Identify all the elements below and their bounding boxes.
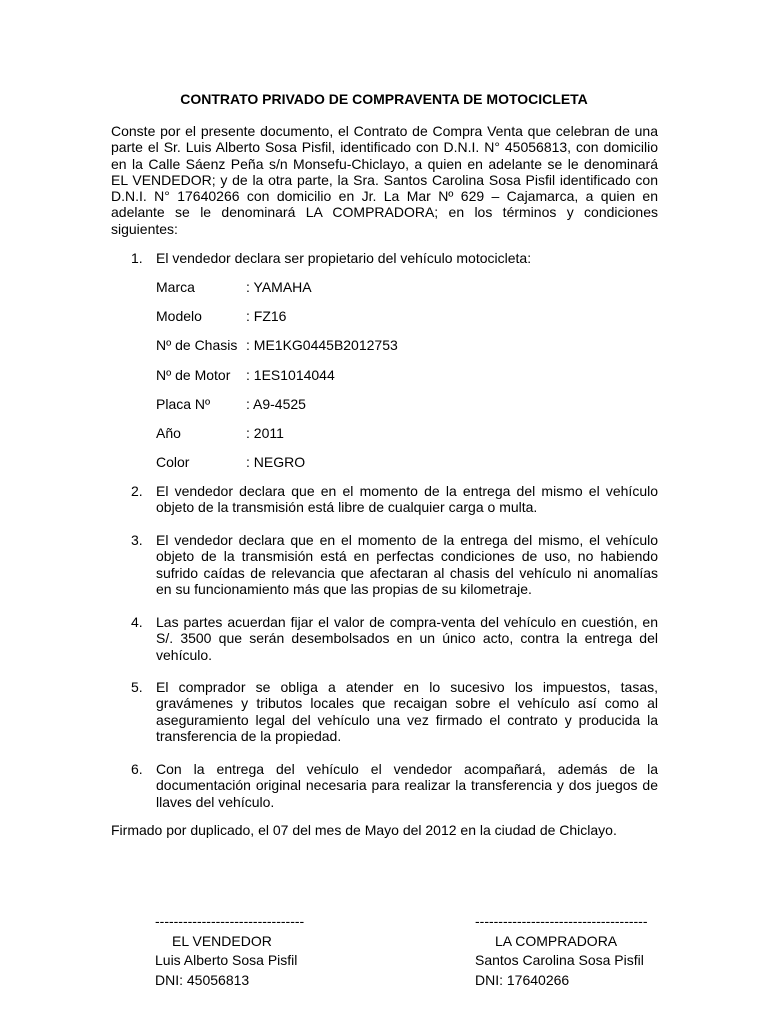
clause-4: [131, 614, 658, 663]
clause-1: [131, 250, 658, 266]
spec-row-anio: [156, 425, 284, 442]
clause-text: El vendedor declara ser propietario del vehículo motocicleta:: [156, 250, 532, 266]
clause-number: 3.: [131, 532, 143, 548]
spec-label: Placa Nº: [156, 396, 211, 412]
signer-name: Santos Carolina Sosa Pisfil: [475, 952, 644, 968]
spec-row-marca: [156, 279, 312, 296]
clause-text: Las partes acuerdan fijar el valor de compra-venta del vehículo en cuestión, en S/. 3500 que serán desembolsados en un único acto, contra la entrega del vehículo.: [156, 614, 658, 663]
spec-label: Nº de Chasis: [156, 337, 238, 353]
spec-value: : ME1KG0445B2012753: [246, 337, 398, 353]
signature-line: --------------------------------: [155, 913, 305, 929]
document-title: CONTRATO PRIVADO DE COMPRAVENTA DE MOTOCICLETA: [180, 91, 588, 107]
spec-label: Color: [156, 454, 190, 470]
clause-number: 5.: [131, 679, 143, 695]
clause-number: 6.: [131, 761, 143, 777]
spec-label: Marca: [156, 279, 195, 295]
signature-line: -------------------------------------: [475, 913, 648, 929]
spec-value: : A9-4525: [246, 396, 306, 412]
clause-6: [131, 761, 658, 810]
clause-2: [131, 483, 658, 516]
clause-number: 2.: [131, 483, 143, 499]
seller-signature-block: [155, 912, 304, 990]
spec-value: : FZ16: [246, 308, 287, 324]
signer-dni: DNI: 45056813: [155, 971, 250, 988]
signer-role: LA COMPRADORA: [495, 932, 618, 949]
clause-3: [131, 532, 658, 597]
spec-row-color: [156, 454, 305, 471]
closing-statement: Firmado por duplicado, el 07 del mes de Mayo del 2012 en la ciudad de Chiclayo.: [111, 822, 617, 838]
spec-row-placa: [156, 396, 306, 413]
signer-role: EL VENDEDOR: [172, 932, 272, 949]
spec-value: : 2011: [246, 425, 284, 441]
spec-value: : NEGRO: [246, 454, 306, 470]
spec-value: : 1ES1014044: [246, 367, 335, 383]
spec-label: Año: [156, 425, 181, 441]
spec-label: Nº de Motor: [156, 367, 231, 383]
spec-value: : YAMAHA: [246, 279, 312, 295]
intro-paragraph: Conste por el presente documento, el Contrato de Compra Venta que celebran de una parte el Sr. Luis Alberto Sosa Pisfil, identificado con D.N.I. N° 45056813, con domicilio en la Calle Sáenz Peña s/n Monsefu-Chiclayo, a quien en adelante se le denominará EL VENDEDOR; y de la otra parte, la Sra. Santos Carolina Sosa Pisfil identificado con D.N.I. N° 17640266 con domicilio en Jr. La Mar Nº 629 – Cajamarca, a quien en adelante se le denominará LA COMPRADORA; en los términos y condiciones siguientes:: [111, 123, 658, 237]
spec-row-chasis: [156, 337, 398, 354]
clause-text: El comprador se obliga a atender en lo sucesivo los impuestos, tasas, gravámenes y tributos locales que recaigan sobre el vehículo así como al aseguramiento legal del vehículo una vez firmado el contrato y producida la transferencia de la propiedad.: [156, 679, 658, 744]
signer-name: Luis Alberto Sosa Pisfil: [155, 952, 298, 968]
buyer-signature-block: [475, 912, 648, 990]
spec-row-motor: [156, 367, 335, 384]
spec-row-modelo: [156, 308, 286, 325]
clause-text: Con la entrega del vehículo el vendedor acompañará, además de la documentación original necesaria para realizar la transferencia y dos juegos de llaves del vehículo.: [156, 761, 658, 810]
clause-text: El vendedor declara que en el momento de la entrega del mismo, el vehículo objeto de la transmisión está en perfectas condiciones de uso, no habiendo sufrido caídas de relevancia que afectaran al chasis del vehículo ni anomalías en su funcionamiento más que las propias de su kilometraje.: [156, 532, 658, 597]
spec-label: Modelo: [156, 308, 202, 324]
clause-number: 1.: [131, 250, 143, 266]
clause-number: 4.: [131, 614, 143, 630]
signer-dni: DNI: 17640266: [475, 971, 570, 988]
clause-text: El vendedor declara que en el momento de la entrega del mismo el vehículo objeto de la transmisión está libre de cualquier carga o multa.: [156, 483, 658, 516]
clause-5: [131, 679, 658, 744]
